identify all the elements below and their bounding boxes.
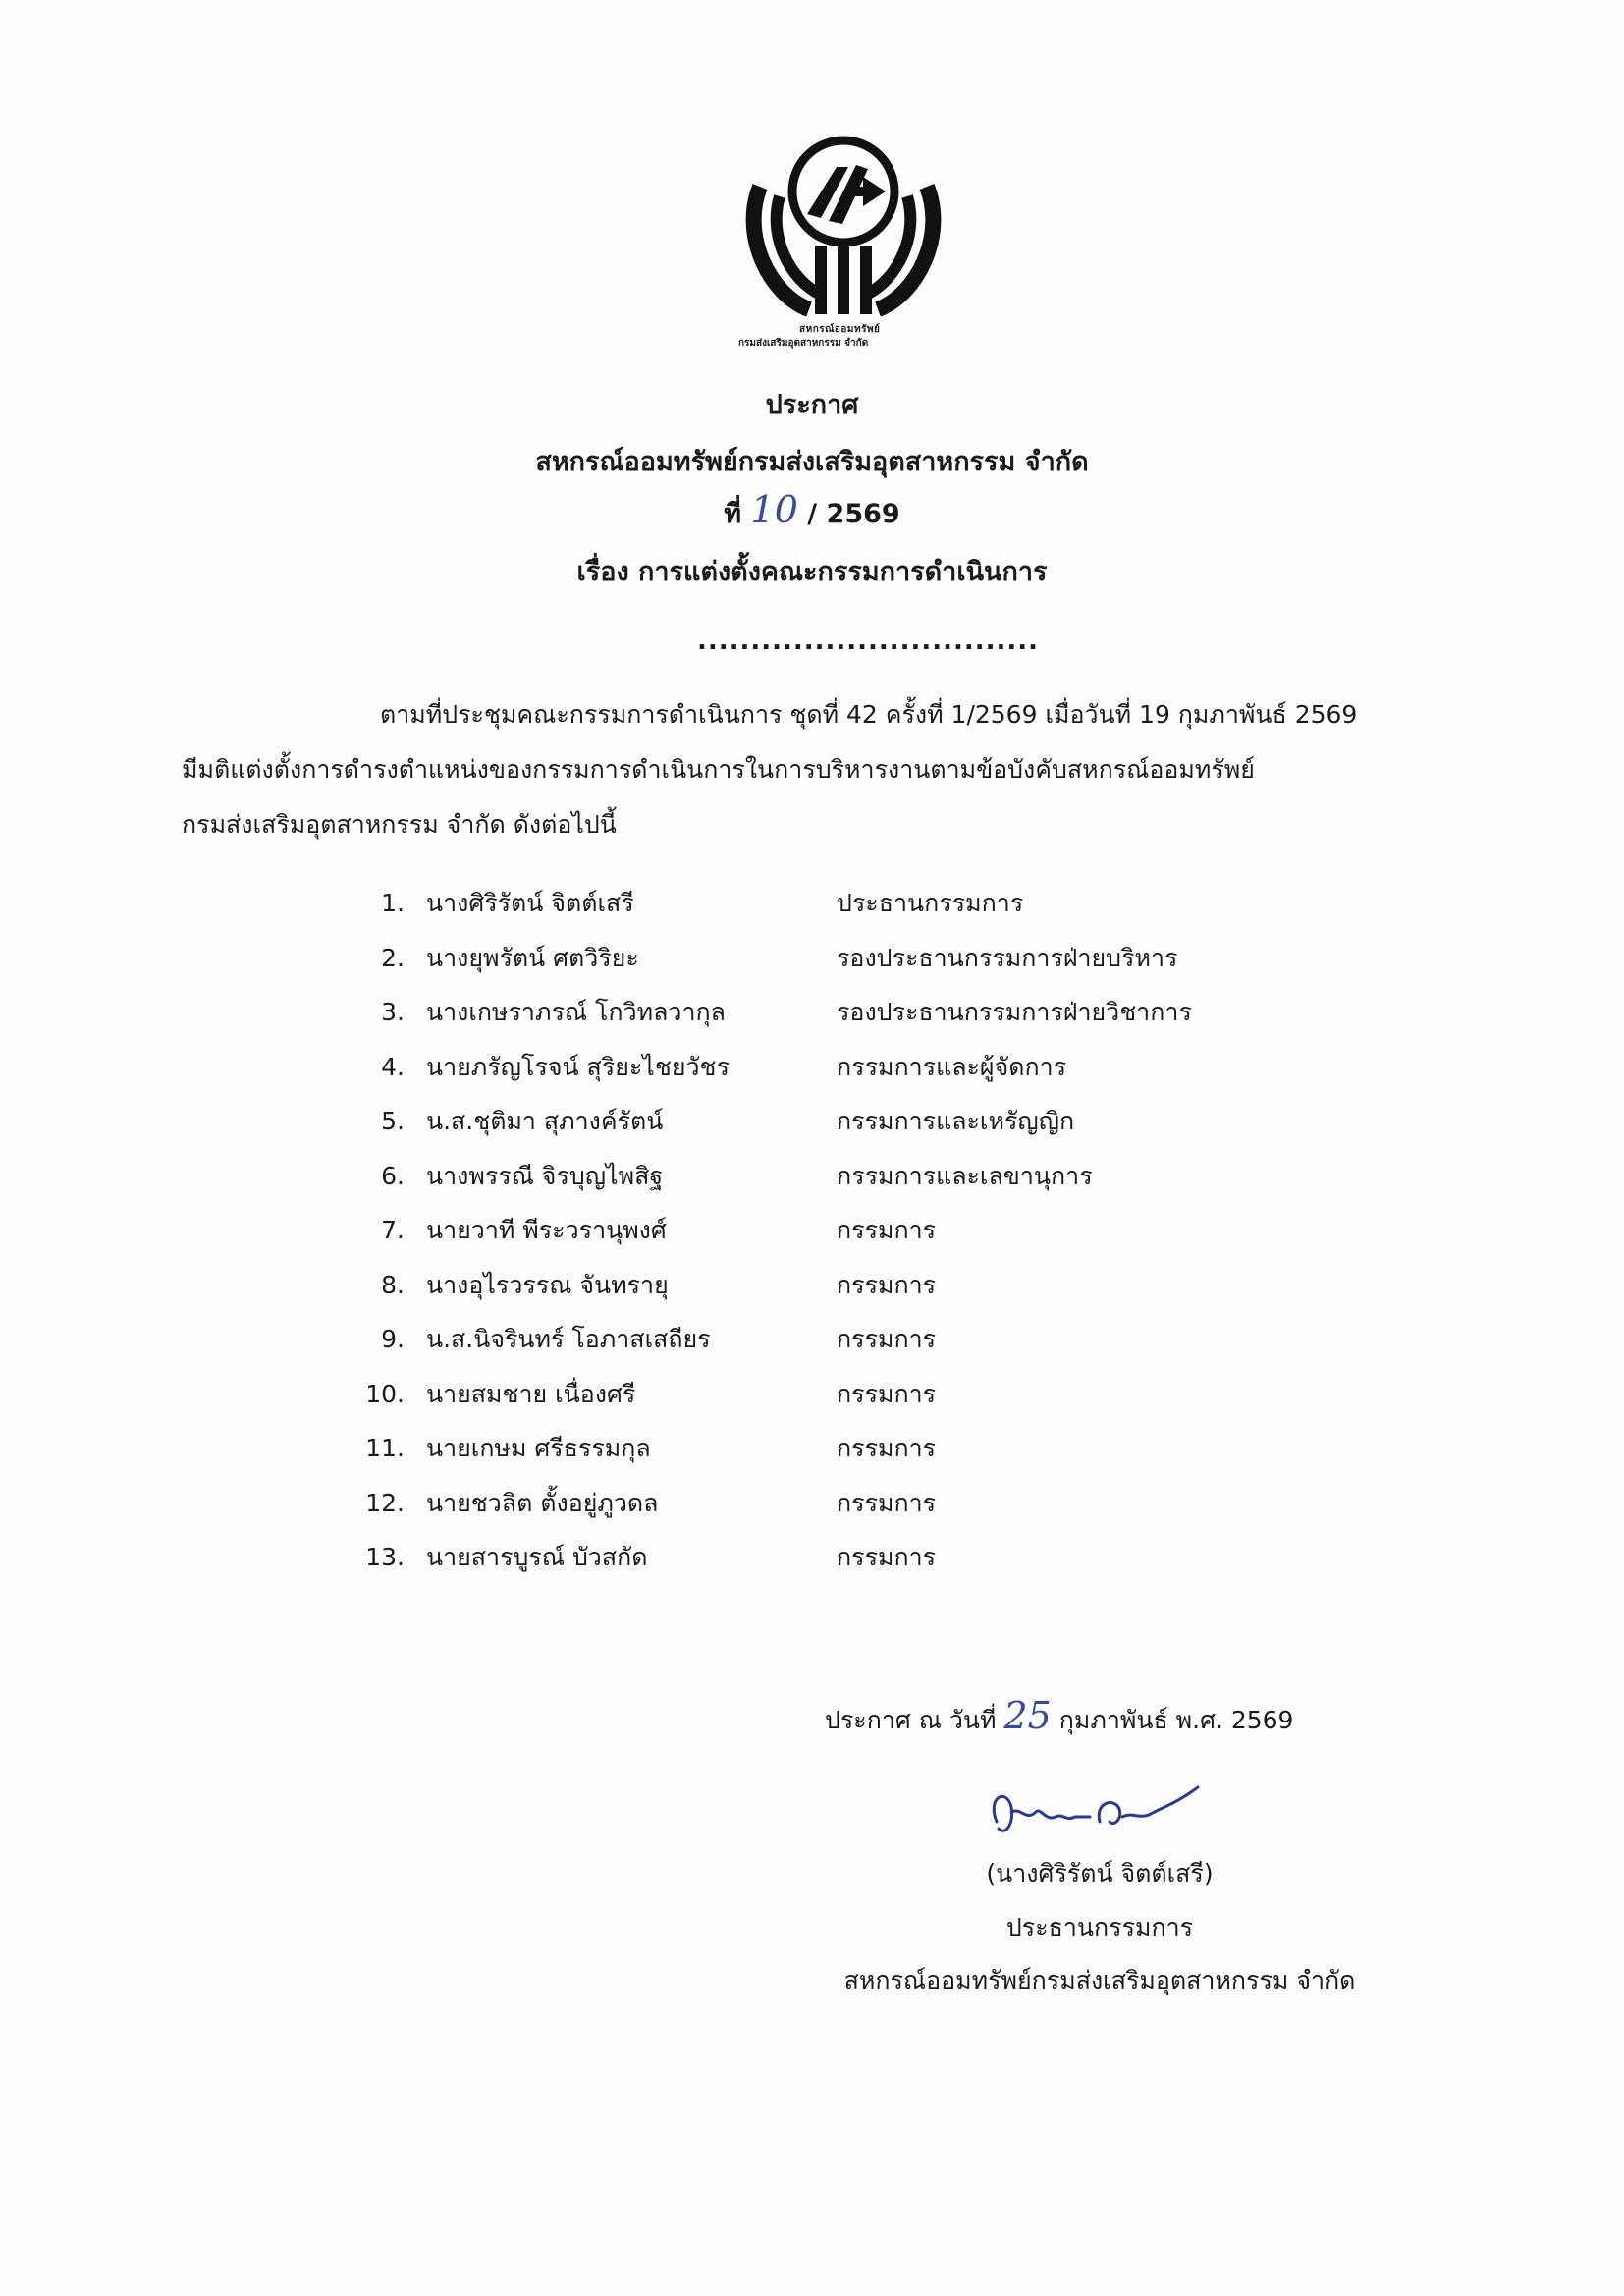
member-number: 1.	[381, 889, 405, 917]
member-number: 2.	[381, 943, 405, 972]
announcement-subject: เรื่อง การแต่งตั้งคณะกรรมการดำเนินการ	[576, 557, 1048, 587]
date-suffix: กุมภาพันธ์ พ.ศ. 2569	[1058, 1706, 1294, 1734]
member-name: นายวาที พีระวรานุพงศ์	[426, 1216, 667, 1244]
member-name: น.ส.นิจรินทร์ โอภาสเสถียร	[426, 1325, 711, 1353]
signer-organization: สหกรณ์ออมทรัพย์กรมส่งเสริมอุตสาหกรรม จำกัด	[843, 1966, 1356, 1995]
body-line: ตามที่ประชุมคณะกรรมการดำเนินการ ชุดที่ 42 ครั้งที่ 1/2569 เมื่อวันที่ 19 กุมภาพันธ์ 2569	[380, 700, 1358, 729]
handwritten-number: 10	[750, 488, 798, 531]
member-number: 10.	[365, 1379, 405, 1408]
member-position: กรรมการ	[837, 1543, 937, 1571]
list-item	[363, 993, 1296, 1048]
list-item	[363, 1102, 1296, 1157]
member-position: กรรมการและผู้จัดการ	[837, 1052, 1067, 1081]
member-name: นางศิริรัตน์ จิตต์เสรี	[426, 889, 634, 917]
list-item	[363, 1538, 1296, 1593]
member-name: นายภรัญโรจน์ สุริยะไชยวัชร	[426, 1052, 730, 1081]
announcement-title: ประกาศ	[765, 390, 859, 420]
member-position: กรรมการ	[837, 1216, 937, 1244]
signer-title: ประธานกรรมการ	[1005, 1913, 1194, 1941]
member-name: นายชวลิต ตั้งอยู่ภูวดล	[426, 1488, 659, 1517]
number-suffix: / 2569	[807, 499, 900, 529]
member-name: นางอุไรวรรณ จันทรายุ	[426, 1270, 669, 1299]
member-position: ประธานกรรมการ	[837, 889, 1024, 917]
member-position: รองประธานกรรมการฝ่ายบริหาร	[837, 943, 1178, 972]
member-position: กรรมการ	[837, 1379, 937, 1408]
member-name: นางเกษราภรณ์ โกวิทลวากุล	[426, 998, 726, 1026]
member-number: 4.	[381, 1052, 405, 1081]
number-prefix: ที่	[724, 499, 742, 529]
logo-text: กรมส่งเสริมอุตสาหกรรม จำกัด	[738, 338, 869, 349]
member-name: นายสมชาย เนื่องศรี	[426, 1379, 636, 1408]
member-number: 12.	[365, 1488, 405, 1517]
list-item	[363, 884, 1296, 939]
member-number: 6.	[381, 1161, 405, 1190]
member-position: กรรมการ	[837, 1325, 937, 1353]
list-item	[363, 1266, 1296, 1321]
member-number: 11.	[365, 1434, 405, 1462]
member-name: นางพรรณี จิรบุญไพสิฐ	[426, 1161, 664, 1190]
member-number: 8.	[381, 1270, 405, 1299]
cooperative-logo-icon	[731, 128, 956, 339]
member-name: น.ส.ชุติมา สุภางค์รัตน์	[426, 1107, 664, 1135]
member-position: กรรมการ	[837, 1434, 937, 1462]
list-item	[363, 1320, 1296, 1375]
member-position: กรรมการ	[837, 1488, 937, 1517]
member-number: 3.	[381, 998, 405, 1026]
body-line: มีมติแต่งตั้งการดำรงตำแหน่งของกรรมการดำเนินการในการบริหารงานตามข้อบังคับสหกรณ์ออมทรัพย์	[182, 755, 1255, 784]
list-item	[363, 1048, 1296, 1103]
list-item	[363, 939, 1296, 994]
member-number: 7.	[381, 1216, 405, 1244]
member-name: นางยุพรัตน์ ศตวิริยะ	[426, 943, 639, 972]
list-item	[363, 1484, 1296, 1539]
member-position: กรรมการ	[837, 1270, 937, 1299]
announcement-number	[0, 488, 1624, 534]
member-position: กรรมการและเหรัญญิก	[837, 1107, 1075, 1135]
member-list	[363, 884, 1296, 1593]
announcement-date	[825, 1694, 1293, 1740]
list-item	[363, 1157, 1296, 1212]
body-line: กรมส่งเสริมอุตสาหกรรม จำกัด ดังต่อไปนี้	[182, 810, 617, 839]
date-prefix: ประกาศ ณ วันที่	[825, 1706, 997, 1734]
member-number: 5.	[381, 1107, 405, 1135]
member-number: 9.	[381, 1325, 405, 1353]
list-item	[363, 1429, 1296, 1484]
member-position: รองประธานกรรมการฝ่ายวิชาการ	[837, 998, 1192, 1026]
organization-name: สหกรณ์ออมทรัพย์กรมส่งเสริมอุตสาหกรรม จำกัด	[535, 447, 1089, 477]
signature-icon	[977, 1768, 1213, 1856]
signer-name: (นางศิริรัตน์ จิตต์เสรี)	[986, 1859, 1214, 1887]
cooperative-logo	[731, 128, 956, 363]
member-name: นายเกษม ศรีธรรมกุล	[426, 1434, 651, 1462]
logo-text: สหกรณ์ออมทรัพย์	[799, 324, 881, 335]
handwritten-signature	[977, 1768, 1213, 1856]
member-position: กรรมการและเลขานุการ	[837, 1161, 1093, 1190]
member-number: 13.	[365, 1543, 405, 1571]
list-item	[363, 1375, 1296, 1430]
body-paragraph	[182, 687, 1448, 852]
member-name: นายสารบูรณ์ บัวสกัด	[426, 1543, 648, 1571]
handwritten-day: 25	[1003, 1694, 1052, 1737]
list-item	[363, 1211, 1296, 1266]
separator-dots: ................................	[697, 627, 1040, 656]
